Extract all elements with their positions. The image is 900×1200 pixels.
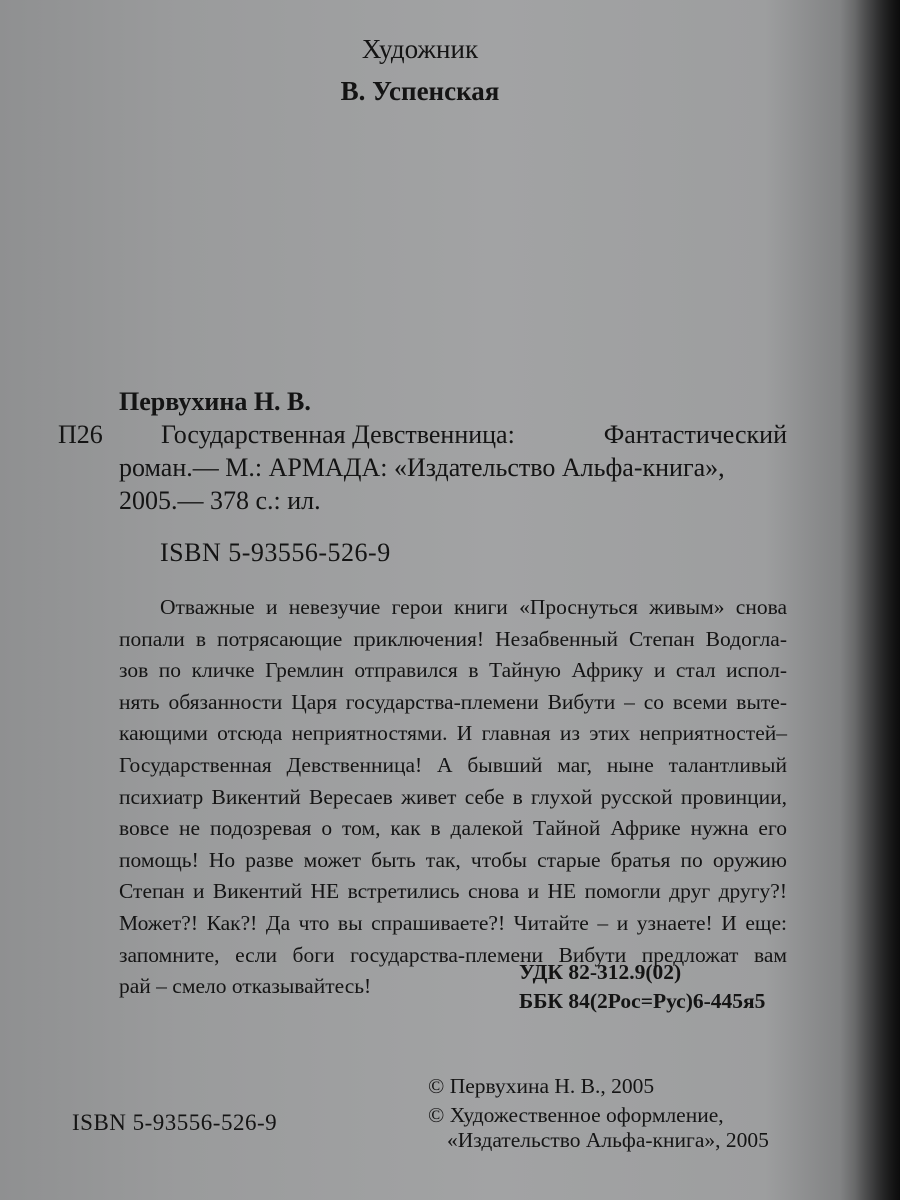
annotation-line: кающими отсюда неприятностями. И главная из этих неприятностей– xyxy=(119,721,787,746)
annotation-paragraph xyxy=(119,592,787,1003)
annotation-line: вовсе не подозревая о том, как в далекой Тайной Африке нужна его xyxy=(119,816,787,841)
annotation-line: Отважные и невезучие герои книги «Проснуться живым» снова xyxy=(160,595,787,619)
copyright-author: © Первухина Н. В., 2005 xyxy=(428,1074,655,1098)
artist-label: Художник xyxy=(361,34,479,64)
annotation-line: Может?! Как?! Да что вы спрашиваете?! Читайте – и узнаете! И еще: xyxy=(119,910,787,935)
catalog-isbn: ISBN 5-93556-526-9 xyxy=(160,538,391,567)
annotation-line: психиатр Викентий Вересаев живет себе в глухой русской провинции, xyxy=(119,784,787,809)
catalog-title-line xyxy=(119,420,787,450)
page-edge-shadow xyxy=(840,0,900,1200)
catalog-title-part2: Фантастический xyxy=(603,420,787,449)
catalog-title-part1: Государственная Девственница: xyxy=(161,420,515,449)
artist-name: В. Успенская xyxy=(340,76,500,106)
annotation-line: зов по кличке Гремлин отправился в Тайную Африку и стал испол- xyxy=(119,658,787,683)
annotation-line: Степан и Викентий НЕ встретились снова и НЕ помогли друг другу?! xyxy=(119,879,787,904)
annotation-line: рай – смело отказывайтесь! xyxy=(119,974,372,999)
annotation-line: Государственная Девственница! А бывший маг, ныне талантливый xyxy=(119,752,787,777)
annotation-line: запомните, если боги государства-племени Вибути предложат вам xyxy=(119,942,787,967)
copyright-publisher: «Издательство Альфа-книга», 2005 xyxy=(447,1128,769,1152)
copyright-design: © Художественное оформление, xyxy=(428,1103,724,1127)
catalog-publisher-line: роман.— М.: АРМАДА: «Издательство Альфа-книга», xyxy=(119,453,725,482)
catalog-year-line: 2005.— 378 с.: ил. xyxy=(119,486,321,515)
udk-code: УДК 82-312.9(02) xyxy=(519,960,682,984)
catalog-code: П26 xyxy=(58,420,103,449)
annotation-line: нять обязанности Царя государства-племени Вибути – со всеми выте- xyxy=(119,689,787,714)
footer-isbn: ISBN 5-93556-526-9 xyxy=(72,1110,278,1135)
bbk-code: ББК 84(2Рос=Рус)6-445я5 xyxy=(519,989,766,1013)
catalog-author: Первухина Н. В. xyxy=(119,387,311,416)
annotation-line: помощь! Но разве может быть так, чтобы старые братья по оружию xyxy=(119,847,787,872)
annotation-line: попали в потрясающие приключения! Незабвенный Степан Водоглa- xyxy=(119,626,787,651)
